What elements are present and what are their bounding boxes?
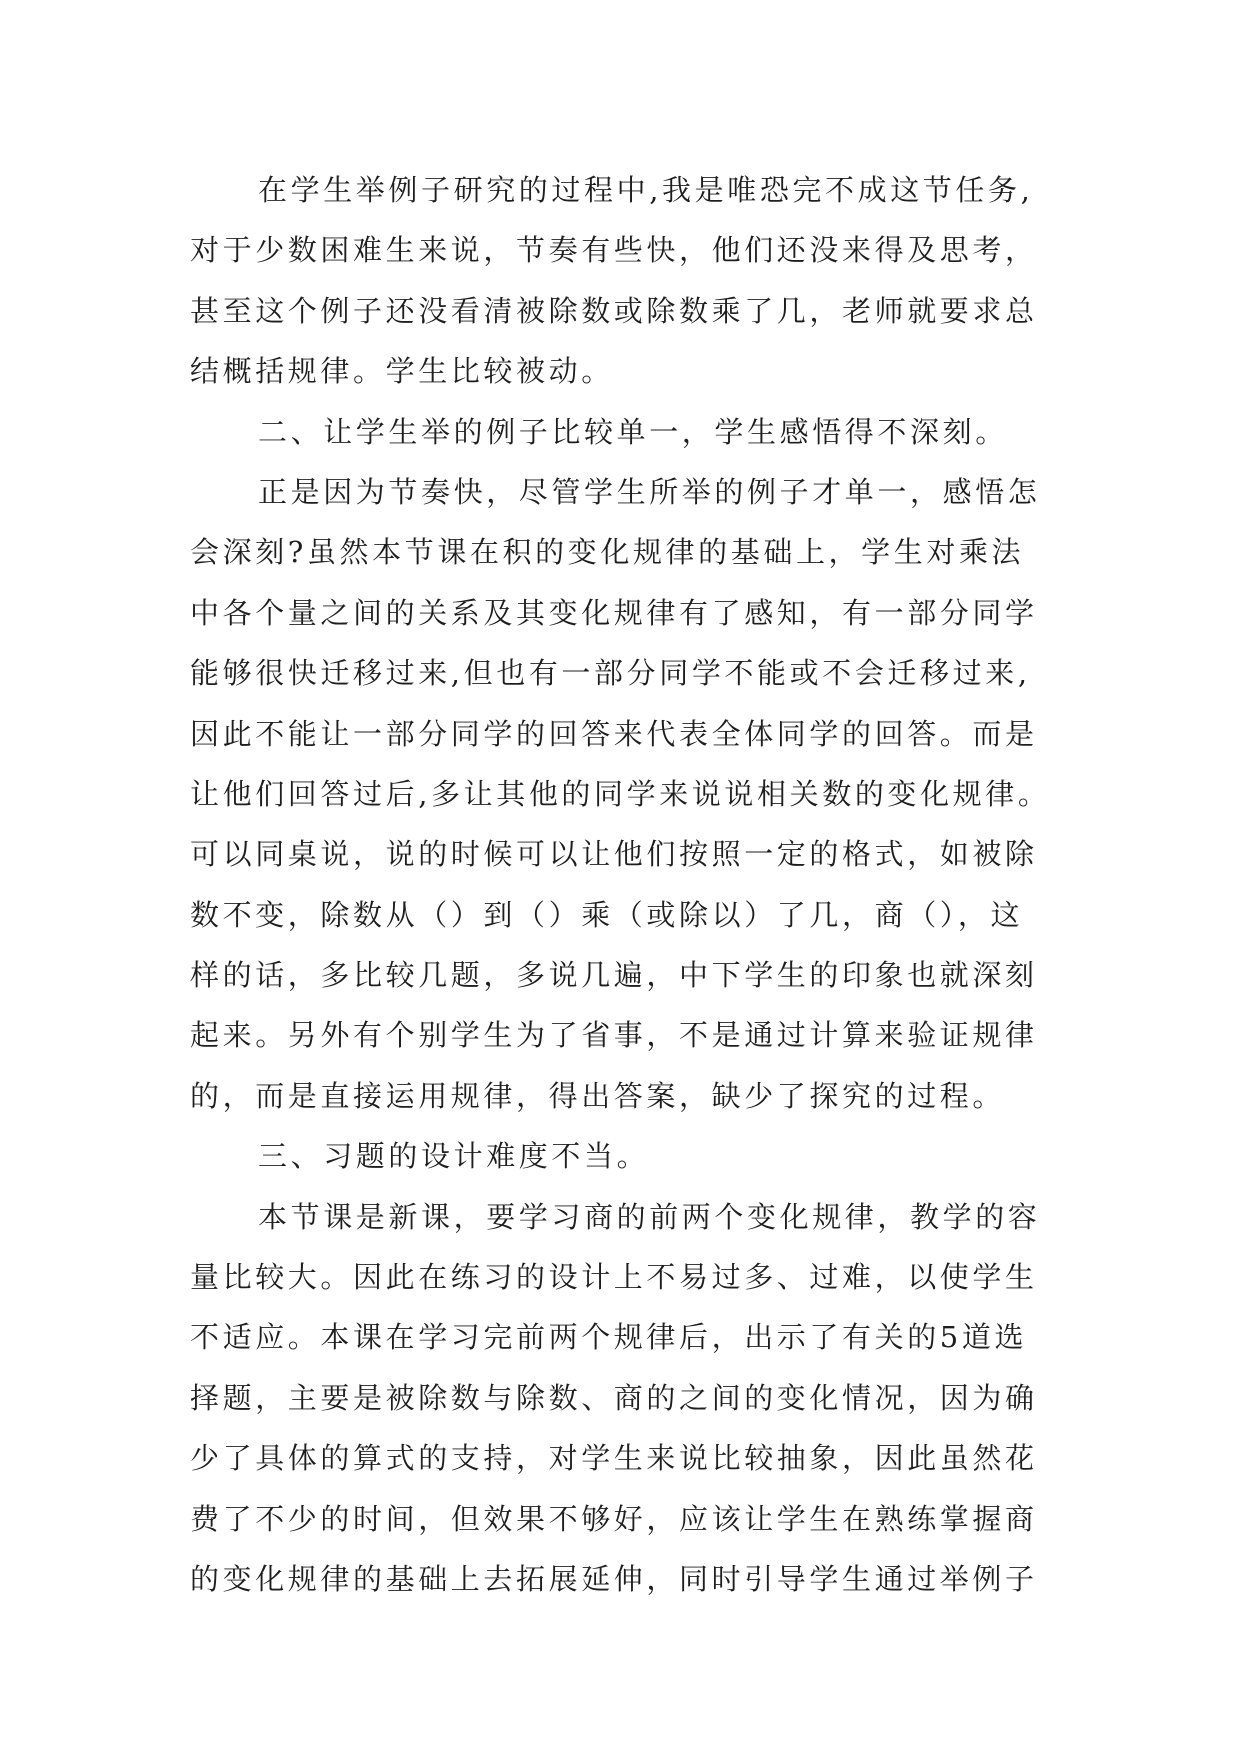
text-line: 费了不少的时间，但效果不够好，应该让学生在熟练掌握商 [190, 1501, 1038, 1536]
text-line: 数不变，除数从（）到（）乘（或除以）了几，商（），这 [190, 897, 1024, 932]
text-line: 少了具体的算式的支持，对学生来说比较抽象，因此虽然花 [190, 1441, 1038, 1476]
text-line: 让他们回答过后,多让其他的同学来说说相关数的变化规律。 [190, 776, 1051, 811]
text-line: 对于少数困难生来说，节奏有些快，他们还没来得及思考， [190, 233, 1038, 268]
text-line: 三、习题的设计难度不当。 [258, 1139, 650, 1174]
text-line: 的，而是直接运用规律，得出答案，缺少了探究的过程。 [190, 1078, 1006, 1113]
text-line: 正是因为节奏快，尽管学生所举的例子才单一，感悟怎 [258, 474, 1041, 509]
text-line: 能够很快迁移过来,但也有一部分同学不能或不会迁移过来, [190, 656, 1031, 691]
text-line: 中各个量之间的关系及其变化规律有了感知，有一部分同学 [190, 595, 1038, 630]
text-line: 因此不能让一部分同学的回答来代表全体同学的回答。而是 [190, 716, 1038, 751]
text-line: 二、让学生举的例子比较单一，学生感悟得不深刻。 [258, 414, 1008, 449]
text-line: 本节课是新课，要学习商的前两个变化规律，教学的容 [258, 1199, 1041, 1234]
text-line: 起来。另外有个别学生为了省事，不是通过计算来验证规律 [190, 1018, 1038, 1053]
document-body [190, 160, 1090, 1609]
text-line: 量比较大。因此在练习的设计上不易过多、过难，以使学生 [190, 1260, 1038, 1295]
text-line: 的变化规律的基础上去拓展延伸，同时引导学生通过举例子 [190, 1561, 1038, 1596]
text-line: 会深刻?虽然本节课在积的变化规律的基础上，学生对乘法 [190, 535, 1025, 570]
text-line: 在学生举例子研究的过程中,我是唯恐完不成这节任务, [258, 173, 1034, 207]
text-line: 可以同桌说，说的时候可以让他们按照一定的格式，如被除 [190, 837, 1038, 872]
text-line: 结概括规律。学生比较被动。 [190, 354, 614, 389]
text-line: 样的话，多比较几题，多说几遍，中下学生的印象也就深刻 [190, 958, 1038, 993]
text-line: 择题，主要是被除数与除数、商的之间的变化情况，因为确 [190, 1380, 1038, 1415]
text-line: 甚至这个例子还没看清被除数或除数乘了几，老师就要求总 [190, 293, 1038, 328]
text-line: 不适应。本课在学习完前两个规律后，出示了有关的5道选 [190, 1320, 1028, 1355]
